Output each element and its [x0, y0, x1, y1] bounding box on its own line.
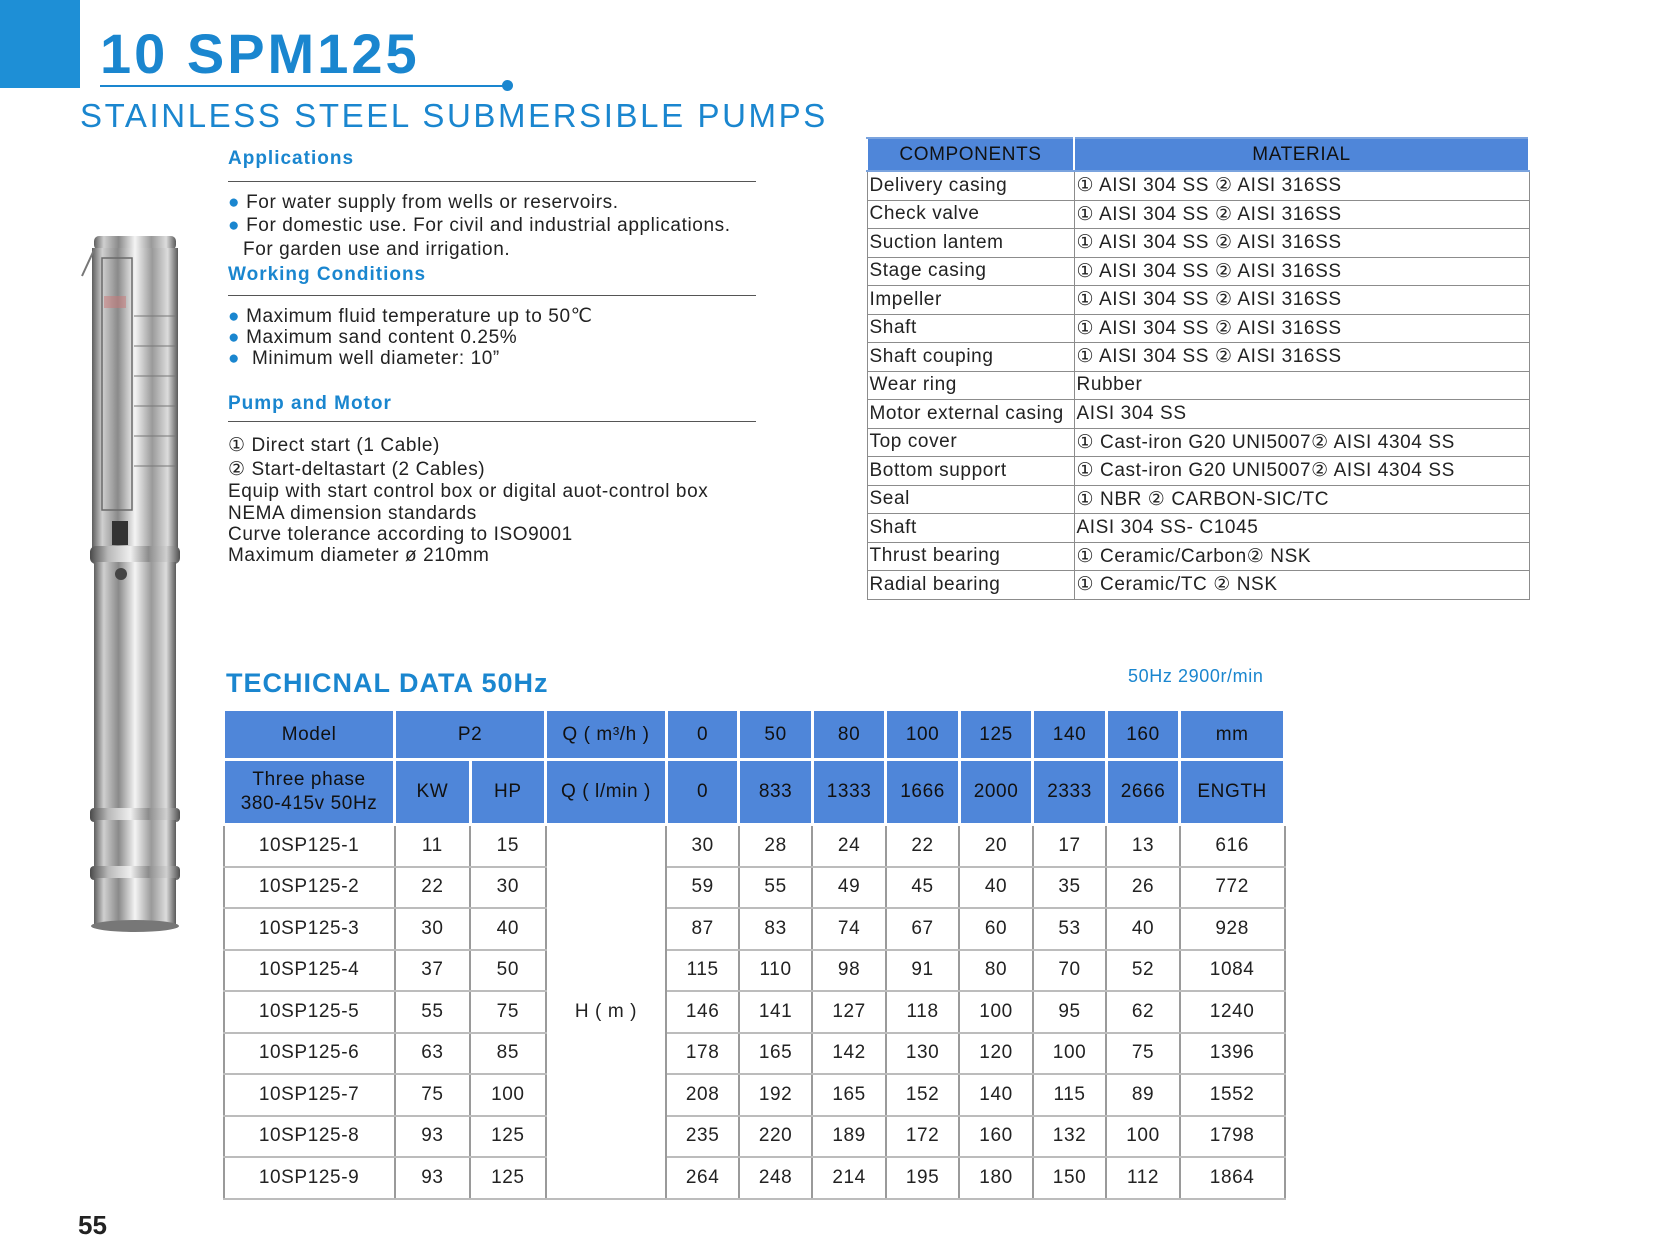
hp-cell: 125	[470, 1116, 545, 1158]
head-cell: 115	[666, 950, 738, 992]
length-cell: 1084	[1180, 950, 1285, 992]
head-cell: 55	[739, 867, 812, 909]
head-cell: 235	[666, 1116, 738, 1158]
table-row	[867, 200, 1529, 229]
material-cell: ① AISI 304 SS ② AISI 316SS	[1074, 229, 1529, 258]
applications-rule	[228, 181, 756, 182]
material-cell: ① Ceramic/TC ② NSK	[1074, 571, 1529, 600]
head-cell: 24	[812, 825, 885, 867]
flow-header-cell: 50	[739, 710, 812, 760]
flow-header-cell: 2333	[1033, 760, 1106, 825]
pump-motor-line-6: Maximum diameter ø 210mm	[228, 545, 490, 566]
material-cell: Rubber	[1074, 371, 1529, 400]
material-cell: AISI 304 SS- C1045	[1074, 514, 1529, 543]
table-row	[867, 542, 1529, 571]
bullet-icon: ●	[228, 215, 241, 236]
model-cell: 10SP125-5	[224, 991, 395, 1033]
head-cell: 35	[1033, 867, 1106, 909]
table-row	[224, 1116, 1285, 1158]
head-cell: 172	[886, 1116, 959, 1158]
head-cell: 112	[1106, 1157, 1179, 1199]
table-row	[224, 950, 1285, 992]
working-line-3: ● Minimum well diameter: 10”	[228, 348, 500, 369]
component-cell: Thrust bearing	[867, 542, 1074, 571]
table-row	[224, 825, 1285, 867]
working-line-1: ● Maximum fluid temperature up to 50℃	[228, 306, 593, 327]
applications-line-3: For garden use and irrigation.	[243, 239, 511, 260]
head-cell: 165	[739, 1033, 812, 1075]
head-cell: 40	[959, 867, 1032, 909]
head-cell: 100	[1106, 1116, 1179, 1158]
kw-cell: 63	[395, 1033, 470, 1075]
page-number: 55	[78, 1210, 107, 1240]
component-cell: Shaft	[867, 514, 1074, 543]
table-row	[867, 485, 1529, 514]
table-row	[867, 371, 1529, 400]
head-cell: 59	[666, 867, 738, 909]
length-cell: 616	[1180, 825, 1285, 867]
length-header: ENGTH	[1180, 760, 1285, 825]
hp-header: HP	[470, 760, 545, 825]
head-cell: 40	[1106, 908, 1179, 950]
head-cell: 53	[1033, 908, 1106, 950]
header-row-flow-m3h	[224, 710, 1285, 760]
length-cell: 772	[1180, 867, 1285, 909]
component-cell: Wear ring	[867, 371, 1074, 400]
head-cell: 100	[959, 991, 1032, 1033]
head-cell: 17	[1033, 825, 1106, 867]
head-cell: 140	[959, 1074, 1032, 1116]
material-cell: ① AISI 304 SS ② AISI 316SS	[1074, 171, 1529, 200]
head-label-cell: H ( m )	[546, 825, 667, 1199]
component-cell: Motor external casing	[867, 400, 1074, 429]
head-cell: 208	[666, 1074, 738, 1116]
title-underline-dot	[502, 80, 513, 91]
component-cell: Bottom support	[867, 457, 1074, 486]
table-row	[867, 400, 1529, 429]
phase-header: Three phase 380-415v 50Hz	[224, 760, 395, 825]
bullet-icon: ●	[228, 192, 241, 213]
model-cell: 10SP125-2	[224, 867, 395, 909]
flow-header-cell: 0	[666, 710, 738, 760]
kw-cell: 93	[395, 1116, 470, 1158]
head-cell: 22	[886, 825, 959, 867]
bullet-icon: ●	[228, 306, 241, 327]
hp-cell: 85	[470, 1033, 545, 1075]
material-cell: ① Cast-iron G20 UNI5007② AISI 4304 SS	[1074, 428, 1529, 457]
flow-header-cell: 1333	[812, 760, 885, 825]
hp-cell: 100	[470, 1074, 545, 1116]
head-cell: 52	[1106, 950, 1179, 992]
flow-header-cell: 140	[1033, 710, 1106, 760]
head-cell: 67	[886, 908, 959, 950]
pump-motor-heading: Pump and Motor	[228, 393, 392, 414]
head-cell: 141	[739, 991, 812, 1033]
component-cell: Check valve	[867, 200, 1074, 229]
p2-header: P2	[395, 710, 546, 760]
hp-cell: 50	[470, 950, 545, 992]
table-row	[224, 1157, 1285, 1199]
kw-cell: 93	[395, 1157, 470, 1199]
hp-cell: 40	[470, 908, 545, 950]
head-cell: 87	[666, 908, 738, 950]
page-title: 10 SPM125	[100, 22, 420, 85]
head-cell: 146	[666, 991, 738, 1033]
table-row	[867, 571, 1529, 600]
material-cell: ① AISI 304 SS ② AISI 316SS	[1074, 314, 1529, 343]
material-cell: ① AISI 304 SS ② AISI 316SS	[1074, 343, 1529, 372]
applications-heading: Applications	[228, 148, 355, 169]
flow-header-cell: 100	[886, 710, 959, 760]
technical-data-title: TECHICNAL DATA 50Hz	[226, 668, 549, 698]
table-row	[224, 867, 1285, 909]
component-cell: Suction lantem	[867, 229, 1074, 258]
table-row	[224, 908, 1285, 950]
table-row	[224, 1074, 1285, 1116]
model-cell: 10SP125-7	[224, 1074, 395, 1116]
technical-data-table	[222, 708, 1286, 1200]
component-cell: Stage casing	[867, 257, 1074, 286]
head-cell: 26	[1106, 867, 1179, 909]
page-subtitle: STAINLESS STEEL SUBMERSIBLE PUMPS	[80, 97, 828, 134]
component-cell: Shaft couping	[867, 343, 1074, 372]
head-cell: 142	[812, 1033, 885, 1075]
material-cell: ① NBR ② CARBON-SIC/TC	[1074, 485, 1529, 514]
submersible-pump-image	[76, 236, 194, 936]
length-cell: 1552	[1180, 1074, 1285, 1116]
head-cell: 178	[666, 1033, 738, 1075]
table-row	[224, 1033, 1285, 1075]
working-conditions-rule	[228, 295, 756, 296]
head-cell: 264	[666, 1157, 738, 1199]
head-cell: 62	[1106, 991, 1179, 1033]
pump-motor-line-3: Equip with start control box or digital auot-control box	[228, 481, 709, 502]
model-cell: 10SP125-1	[224, 825, 395, 867]
component-cell: Radial bearing	[867, 571, 1074, 600]
bullet-icon: ●	[228, 327, 241, 348]
head-cell: 132	[1033, 1116, 1106, 1158]
model-header: Model	[224, 710, 395, 760]
pump-motor-line-4: NEMA dimension standards	[228, 503, 477, 524]
flow-header-cell: 80	[812, 710, 885, 760]
head-cell: 70	[1033, 950, 1106, 992]
component-cell: Top cover	[867, 428, 1074, 457]
material-cell: ① Cast-iron G20 UNI5007② AISI 4304 SS	[1074, 457, 1529, 486]
head-cell: 80	[959, 950, 1032, 992]
flow-lmin-header: Q ( l/min )	[546, 760, 667, 825]
applications-line-1: ● For water supply from wells or reservoirs.	[228, 192, 619, 213]
bullet-icon: ●	[228, 348, 241, 369]
head-cell: 152	[886, 1074, 959, 1116]
component-cell: Impeller	[867, 286, 1074, 315]
hp-cell: 30	[470, 867, 545, 909]
model-cell: 10SP125-4	[224, 950, 395, 992]
kw-cell: 22	[395, 867, 470, 909]
head-cell: 100	[1033, 1033, 1106, 1075]
table-row	[867, 457, 1529, 486]
material-cell: ① AISI 304 SS ② AISI 316SS	[1074, 257, 1529, 286]
head-cell: 28	[739, 825, 812, 867]
hp-cell: 125	[470, 1157, 545, 1199]
flow-header-cell: 2000	[959, 760, 1032, 825]
components-header: COMPONENTS	[867, 138, 1074, 171]
component-cell: Seal	[867, 485, 1074, 514]
mm-header: mm	[1180, 710, 1285, 760]
head-cell: 130	[886, 1033, 959, 1075]
head-cell: 83	[739, 908, 812, 950]
component-cell: Delivery casing	[867, 171, 1074, 200]
frequency-speed-note: 50Hz 2900r/min	[1128, 666, 1264, 686]
head-cell: 110	[739, 950, 812, 992]
head-cell: 120	[959, 1033, 1032, 1075]
material-header: MATERIAL	[1074, 138, 1529, 171]
kw-cell: 75	[395, 1074, 470, 1116]
pump-motor-line-1: ① Direct start (1 Cable)	[228, 435, 440, 456]
table-row	[224, 991, 1285, 1033]
model-cell: 10SP125-3	[224, 908, 395, 950]
head-cell: 60	[959, 908, 1032, 950]
head-cell: 45	[886, 867, 959, 909]
material-cell: ① Ceramic/Carbon② NSK	[1074, 542, 1529, 571]
table-row	[867, 257, 1529, 286]
material-cell: ① AISI 304 SS ② AISI 316SS	[1074, 200, 1529, 229]
flow-header-cell: 0	[666, 760, 738, 825]
hp-cell: 15	[470, 825, 545, 867]
length-cell: 1396	[1180, 1033, 1285, 1075]
kw-header: KW	[395, 760, 470, 825]
applications-line-2: ● For domestic use. For civil and industrial applications.	[228, 215, 731, 236]
table-row	[867, 314, 1529, 343]
flow-header-cell: 125	[959, 710, 1032, 760]
length-cell: 1864	[1180, 1157, 1285, 1199]
head-cell: 89	[1106, 1074, 1179, 1116]
flow-m3h-header: Q ( m³/h )	[546, 710, 667, 760]
title-underline	[100, 85, 508, 87]
kw-cell: 30	[395, 908, 470, 950]
pump-motor-line-5: Curve tolerance according to ISO9001	[228, 524, 573, 545]
model-cell: 10SP125-8	[224, 1116, 395, 1158]
table-row	[867, 428, 1529, 457]
header-row-flow-lmin	[224, 760, 1285, 825]
material-cell: ① AISI 304 SS ② AISI 316SS	[1074, 286, 1529, 315]
length-cell: 1798	[1180, 1116, 1285, 1158]
head-cell: 13	[1106, 825, 1179, 867]
length-cell: 928	[1180, 908, 1285, 950]
kw-cell: 11	[395, 825, 470, 867]
head-cell: 220	[739, 1116, 812, 1158]
components-material-table	[866, 137, 1530, 600]
table-row	[867, 343, 1529, 372]
head-cell: 98	[812, 950, 885, 992]
head-cell: 195	[886, 1157, 959, 1199]
table-row	[867, 229, 1529, 258]
head-cell: 49	[812, 867, 885, 909]
table-row	[867, 171, 1529, 200]
table-row	[867, 286, 1529, 315]
hp-cell: 75	[470, 991, 545, 1033]
head-cell: 150	[1033, 1157, 1106, 1199]
head-cell: 189	[812, 1116, 885, 1158]
working-conditions-heading: Working Conditions	[228, 264, 427, 285]
head-cell: 192	[739, 1074, 812, 1116]
table-row	[867, 514, 1529, 543]
working-line-2: ● Maximum sand content 0.25%	[228, 327, 518, 348]
pump-motor-line-2: ② Start-deltastart (2 Cables)	[228, 459, 486, 480]
kw-cell: 55	[395, 991, 470, 1033]
head-cell: 248	[739, 1157, 812, 1199]
head-cell: 74	[812, 908, 885, 950]
model-cell: 10SP125-9	[224, 1157, 395, 1199]
head-cell: 165	[812, 1074, 885, 1116]
head-cell: 95	[1033, 991, 1106, 1033]
head-cell: 214	[812, 1157, 885, 1199]
head-cell: 180	[959, 1157, 1032, 1199]
flow-header-cell: 160	[1106, 710, 1179, 760]
head-cell: 118	[886, 991, 959, 1033]
flow-header-cell: 833	[739, 760, 812, 825]
corner-accent-block	[0, 0, 80, 88]
material-cell: AISI 304 SS	[1074, 400, 1529, 429]
head-cell: 115	[1033, 1074, 1106, 1116]
kw-cell: 37	[395, 950, 470, 992]
head-cell: 30	[666, 825, 738, 867]
length-cell: 1240	[1180, 991, 1285, 1033]
head-cell: 127	[812, 991, 885, 1033]
flow-header-cell: 1666	[886, 760, 959, 825]
head-cell: 20	[959, 825, 1032, 867]
head-cell: 75	[1106, 1033, 1179, 1075]
pump-motor-rule	[228, 421, 756, 422]
model-cell: 10SP125-6	[224, 1033, 395, 1075]
head-cell: 91	[886, 950, 959, 992]
head-cell: 160	[959, 1116, 1032, 1158]
component-cell: Shaft	[867, 314, 1074, 343]
flow-header-cell: 2666	[1106, 760, 1179, 825]
